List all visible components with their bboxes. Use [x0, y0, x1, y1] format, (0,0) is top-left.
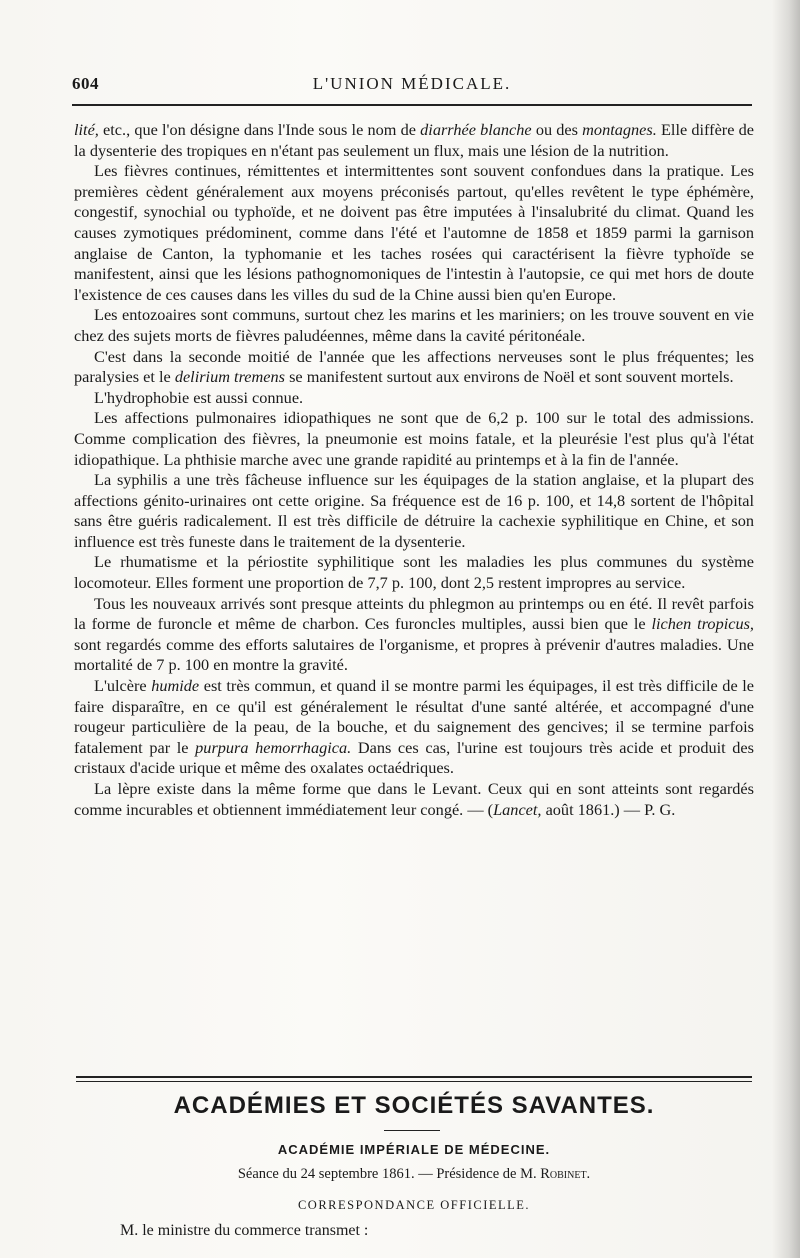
header-rule: [72, 104, 752, 106]
text-run: ou des: [531, 120, 583, 139]
text-run: La lèpre existe dans la même forme que dans le Levant. Ceux qui en sont atteints sont regardés comme incurables et obtiennent immédiatement leur congé. — (: [74, 779, 754, 819]
running-title: L'UNION MÉDICALE.: [312, 74, 512, 93]
text-run: se manifestent surtout aux environs de Noël et sont souvent mortels.: [285, 367, 734, 387]
page-number: 604: [72, 74, 99, 93]
session-text: Séance du 24 septembre 1861. — Présidence de M.: [237, 1166, 541, 1182]
paragraph-7: La syphilis a une très fâcheuse influence sur les équipages de la station anglaise, et la plupart des affections génito-urinaires ont cette origine. Sa fréquence est de 16 p. 100, et 14,8 sortent de l'hôpital sans être guéris radicalement. Il est très difficile de détruire la cachexie syphilitique en Chine, et son influence est très funeste dans le traitement de la dysenterie.: [74, 470, 754, 551]
text-run: C'est dans la seconde moitié de l'année que les affections nerveuses sont le plus fréquentes; les paralysies et le: [74, 346, 754, 387]
section-rule-thick: [76, 1076, 752, 1078]
paragraph-1: [74, 120, 754, 161]
italic-term: purpura hemorrhagica.: [195, 737, 352, 757]
paragraph-4: [74, 347, 754, 388]
text-run: Tous les nouveaux arrivés sont presque atteints du phlegmon au printemps ou en été. Il revêt parfois la forme de furoncle et même de charbon. Ces furoncles multiples, aussi bien que le: [74, 593, 754, 634]
paragraph-6: Les affections pulmonaires idiopathiques ne sont que de 6,2 p. 100 sur le total des admissions. Comme complication des fièvres, la pneumonie est moins fatale, et la pleurésie l'est plus qu'à l'état idiopathique. La phthisie marche avec une grande rapidité au printemps et à la fin de l'année.: [74, 408, 754, 469]
text-run: Dans ces cas, l'urine est toujours très acide et produit des cristaux d'acide urique et même des oxalates octaédriques.: [74, 737, 754, 778]
session-line: [76, 1166, 752, 1183]
section-title: ACADÉMIES ET SOCIÉTÉS SAVANTES.: [173, 1092, 655, 1119]
paragraph-3: Les entozoaires sont communs, surtout chez les marins et les mariniers; on les trouve souvent en vie chez des sujets morts de fièvres paludéennes, même dans la cavité péritonéale.: [74, 305, 754, 345]
paragraph-9: [74, 594, 754, 676]
subsection-title: ACADÉMIE IMPÉRIALE DE MÉDECINE.: [277, 1142, 551, 1157]
text-run: est très commun, et quand il se montre parmi les équipages, il est très difficile de le faire disparaître, en ce qu'il est généralement le résultat d'une santé altérée, et accompagné d'une rougeur particulière de la peau, de la bouche, et du saignement des gencives; il se termine parfois fatalement par le: [74, 676, 754, 757]
italic-term: lité,: [74, 120, 99, 139]
page-header: [72, 74, 752, 98]
italic-term: delirium tremens: [174, 367, 285, 387]
text-run: etc., que l'on désigne dans l'Inde sous le nom de: [98, 120, 421, 139]
closing-line: M. le ministre du commerce transmet :: [120, 1222, 369, 1239]
text-run: sont regardés comme des efforts salutaires de l'organisme, et propres à prévenir d'autres maladies. Une mortalité de 7 p. 100 en montre la gravité.: [74, 634, 754, 675]
paragraph-8: Le rhumatisme et la périostite syphilitique sont les maladies les plus communes du système locomoteur. Elles forment une proportion de 7,7 p. 100, dont 2,5 restent impropres au service.: [74, 552, 754, 593]
president-name: Robinet.: [540, 1166, 591, 1182]
italic-term: Lancet,: [493, 799, 542, 819]
text-run: L'ulcère: [94, 676, 152, 696]
page-binding-shadow: [772, 0, 800, 1258]
section-rule-thin: [76, 1081, 752, 1082]
italic-term: lichen tropicus,: [651, 614, 755, 634]
article-body: [74, 120, 754, 820]
paragraph-10: [74, 676, 754, 779]
text-run: août 1861.) — P. G.: [541, 799, 676, 819]
paragraph-11: [74, 779, 754, 820]
paragraph-5: L'hydrophobie est aussi connue.: [94, 387, 304, 407]
paragraph-2: Les fièvres continues, rémittentes et intermittentes sont souvent confondues dans la pratique. Les premières cèdent généralement aux moyens préconisés partout, qu'elles revêtent le type éphémère, congestif, synochial ou typhoïde, et ne doivent pas être imputées à l'insalubrité du climat. Quand les causes zymotiques prédominent, comme dans l'été et l'automne de 1858 et 1859 parmi la garnison anglaise de Canton, la typhomanie et les taches rosées qui caractérisent la fièvre typhoïde se manifestent, ainsi que les lésions pathognomoniques de l'intestin à l'autopsie, ce qui met hors de doute l'existence de ces causes dans les villes du sud de la Chine aussi bien qu'en Europe.: [74, 161, 754, 304]
section-short-rule: [384, 1130, 440, 1131]
italic-term: humide: [151, 676, 200, 696]
italic-term: diarrhée blanche: [420, 120, 532, 139]
text-run: Elle diffère de la dysenterie des tropiques en n'étant pas seulement un flux, mais une lésion de la nutrition.: [74, 120, 754, 160]
italic-term: montagnes.: [582, 120, 657, 139]
correspondence-heading: CORRESPONDANCE OFFICIELLE.: [297, 1198, 531, 1212]
